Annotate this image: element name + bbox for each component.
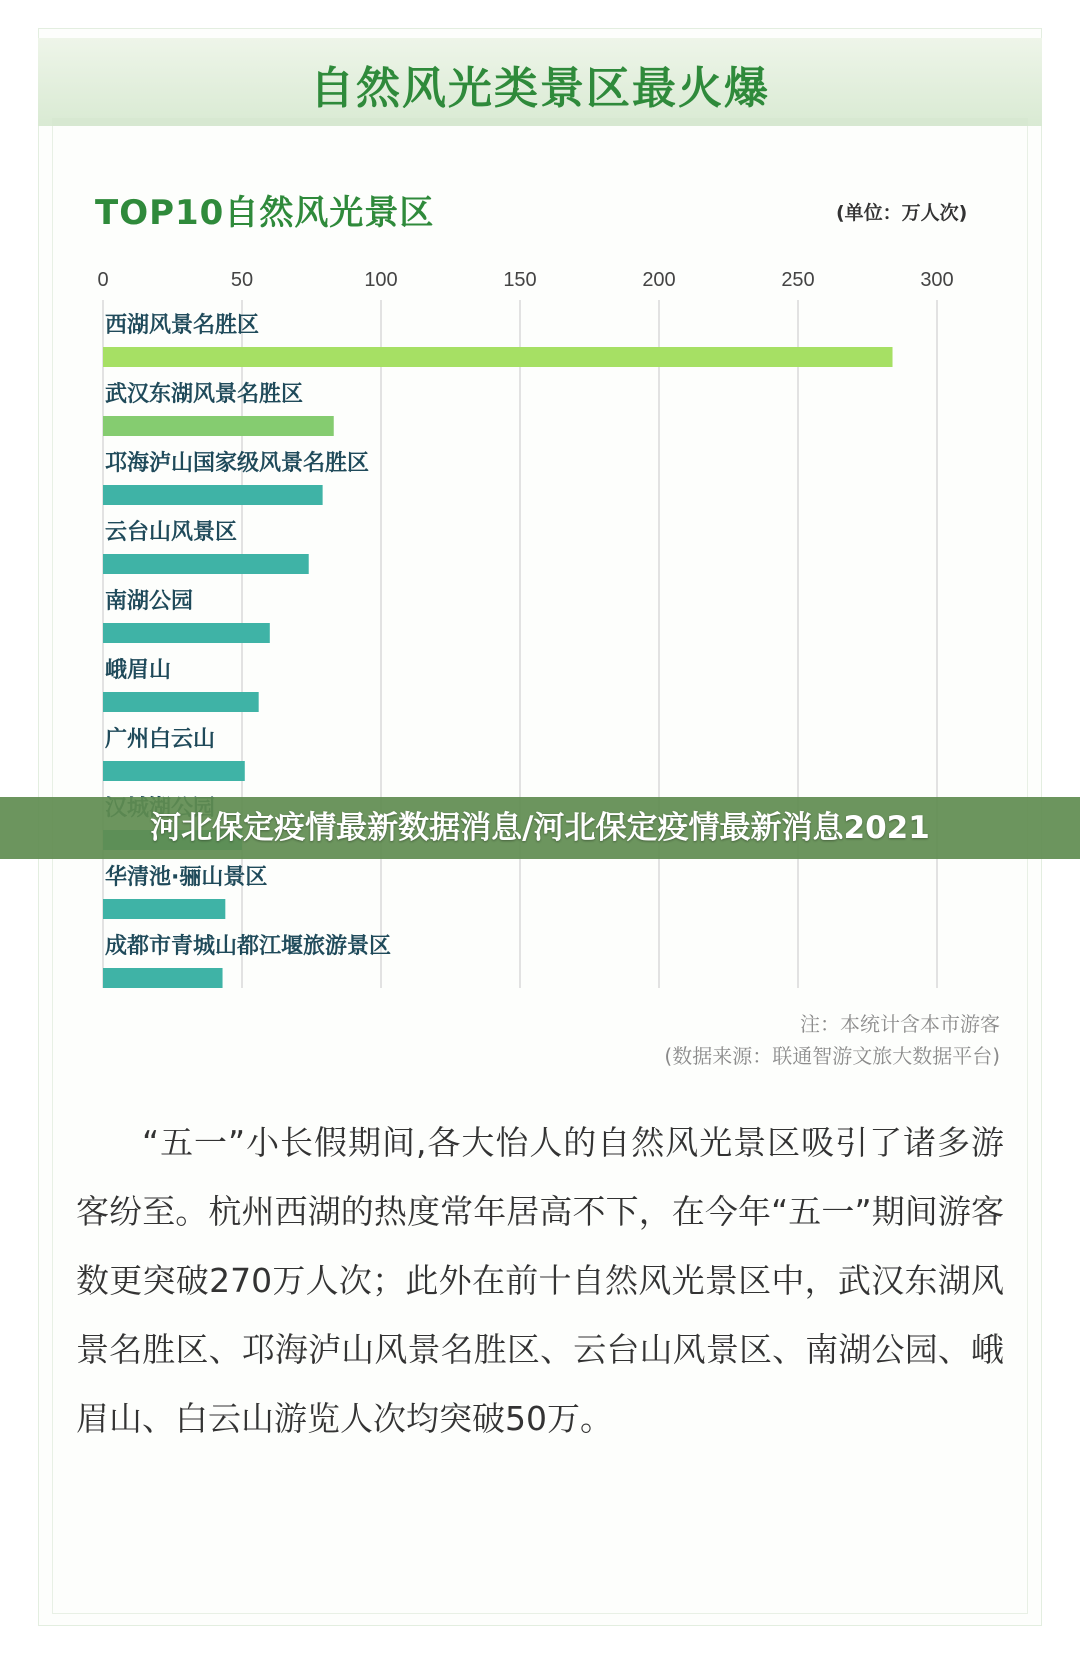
x-axis-ticks (97, 269, 953, 291)
category-label: 华清池·骊山景区 (105, 865, 268, 890)
bar (103, 554, 309, 574)
category-label: 邛海泸山国家级风景名胜区 (105, 451, 370, 476)
bar (103, 347, 893, 367)
category-label: 南湖公园 (105, 589, 194, 614)
page-title: 自然风光类景区最火爆 (310, 63, 770, 114)
category-label: 武汉东湖风景名胜区 (105, 382, 304, 407)
x-tick-label: 250 (781, 269, 815, 291)
category-label: 峨眉山 (105, 658, 172, 683)
overlay-banner (0, 797, 1080, 859)
note-line-2: (数据来源：联通智游文旅大数据平台) (664, 1044, 1000, 1068)
bar (103, 623, 270, 643)
bar (103, 899, 225, 919)
category-label: 云台山风景区 (105, 520, 238, 545)
bar (103, 692, 259, 712)
x-tick-label: 50 (230, 269, 254, 291)
x-tick-label: 300 (920, 269, 954, 291)
chart-bars (103, 347, 893, 988)
x-tick-label: 100 (364, 269, 398, 291)
chart-notes (664, 1008, 1000, 1072)
bar (103, 416, 334, 436)
category-label: 西湖风景名胜区 (105, 313, 260, 338)
bar (103, 485, 323, 505)
x-tick-label: 200 (642, 269, 676, 291)
category-label: 成都市青城山都江堰旅游景区 (105, 934, 392, 959)
bar (103, 968, 223, 988)
x-tick-label: 150 (503, 269, 537, 291)
chart-title: TOP10自然风光景区 (95, 193, 435, 233)
body-paragraph: “五一”小长假期间,各大怡人的自然风光景区吸引了诸多游客纷至。杭州西湖的热度常年居高不下，在今年“五一”期间游客数更突破270万人次；此外在前十自然风光景区中，武汉东湖风景名胜区、邛海泸山风景名胜区、云台山风景区、南湖公园、峨眉山、白云山游览人次均突破50万。 (76, 1123, 1004, 1438)
banner-text: 河北保定疫情最新数据消息/河北保定疫情最新消息2021 (150, 810, 930, 846)
bar (103, 761, 245, 781)
note-line-1: 注：本统计含本市游客 (800, 1012, 1000, 1036)
chart-unit-label: (单位：万人次) (836, 202, 968, 224)
category-label: 广州白云山 (105, 727, 216, 752)
x-tick-label: 0 (97, 269, 109, 291)
